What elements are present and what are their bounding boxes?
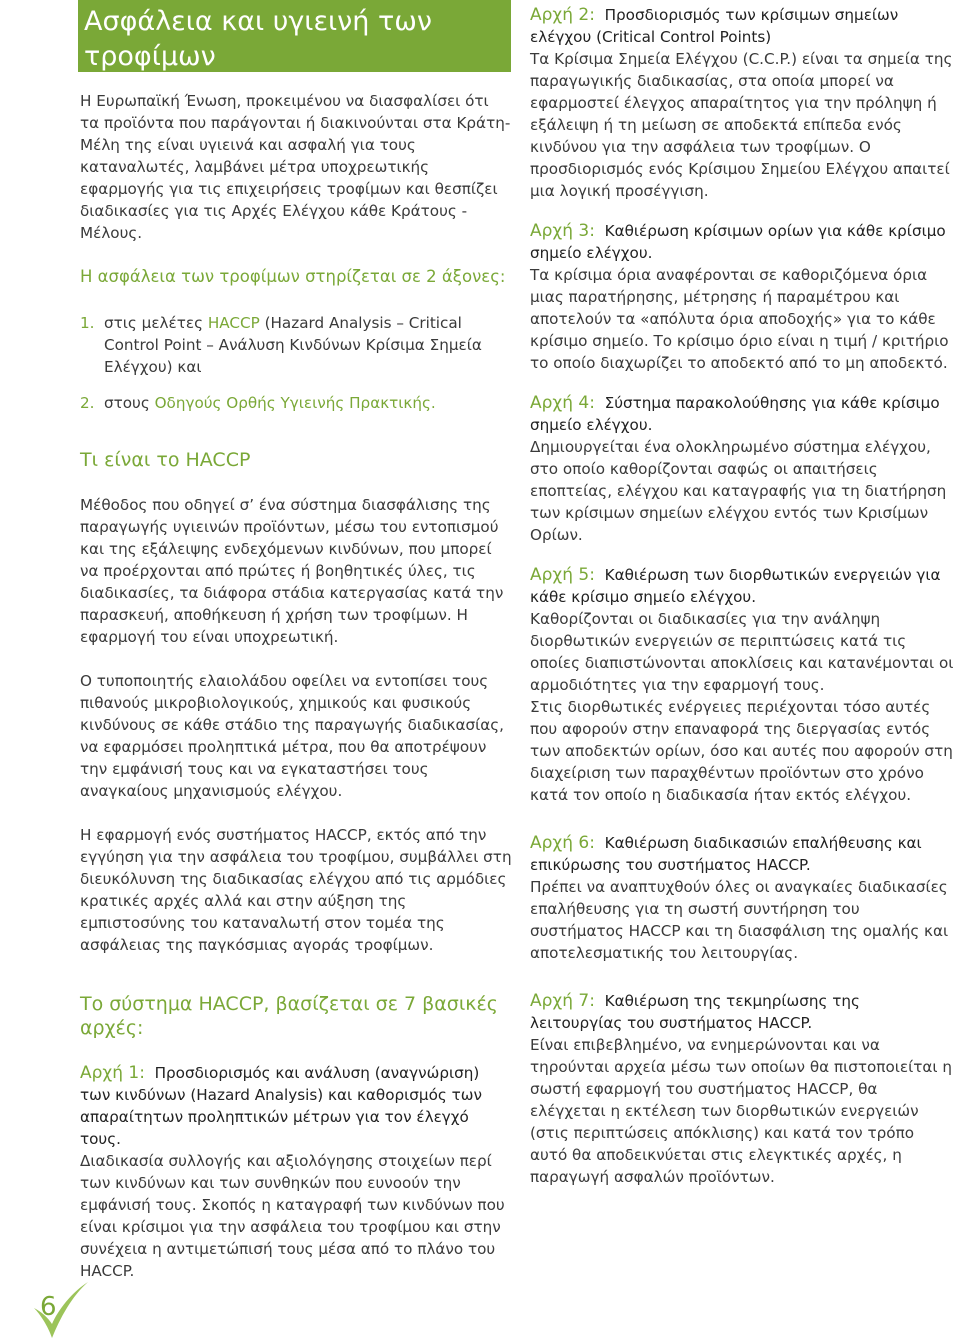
left-column — [80, 90, 512, 1296]
principle-3 — [530, 220, 955, 374]
what-is-haccp-heading: Τι είναι το HACCP — [80, 449, 251, 471]
principle-body: Είναι επιβεβλημένο, να ενημερώνονται και να τηρούνται αρχεία μέσω των οποίων θα πιστοποιείται η σωστή εφαρμογή του συστήματος HACCP, θα ελέγχεται η εκτέλεση των διορθωτικών ενεργειών (στις περιπτώσεις απόκλισης) και κατά τον τρόπο αυτό θα αποδεικνύεται στις ελεγκτικές αρχές, η παραγωγή ασφαλών προϊόντων. — [530, 1036, 952, 1186]
principle-title: Καθιέρωση διαδικασιών επαλήθευσης και επικύρωσης του συστήματος HACCP. — [530, 834, 922, 874]
principle-title: Σύστημα παρακολούθησης για κάθε κρίσιμο σημείο ελέγχου. — [530, 394, 940, 434]
principle-label: Αρχή 5: — [530, 565, 595, 585]
principle-body: Καθορίζονται οι διαδικασίες για την ανάληψη διορθωτικών ενεργειών σε περιπτώσεις κατά τις οποίες διαπιστώνονται αποκλίσεις και κατανέμονται οι αρμοδιότητες για την εφαρμογή τους. — [530, 610, 954, 694]
axis-text: στους Οδηγούς Ορθής Υγιεινής Πρακτικής. — [104, 394, 436, 412]
what-paragraph-1: Μέθοδος που οδηγεί σ’ ένα σύστημα διασφάλισης της παραγωγής υγιεινών προϊόντων, μέσω του εντοπισμού και της εξάλειψης ενδεχόμενων κινδύνων, που μπορεί να προέρχονται από πρώτες ή βοηθητικές ύλες, τις διαδικασίες, τα διάφορα στάδια κατεργασίας κατά την παρασκευή, αποθήκευση ή χρήση των τροφίμων. Η εφαρμογή του είναι υποχρεωτική. — [80, 496, 504, 646]
principle-1 — [80, 1062, 512, 1282]
principle-2 — [530, 4, 955, 202]
axes-heading: Η ασφάλεια των τροφίμων στηρίζεται σε 2 άξονες: — [80, 267, 506, 286]
principle-label: Αρχή 6: — [530, 833, 595, 853]
checkmark-icon — [30, 1278, 90, 1342]
principle-title: Καθιέρωση κρίσιμων ορίων για κάθε κρίσιμο σημείο ελέγχου. — [530, 222, 946, 262]
principle-label: Αρχή 4: — [530, 393, 595, 413]
principle-body-2: Στις διορθωτικές ενέργειες περιέχονται τόσο αυτές που αφορούν στην επαναφορά της διεργασίας εντός των αποδεκτών ορίων, όσο και αυτές που αφορούν στη διαχείριση των παραχθέντων προϊόντων στο χρόνο κατά τον οποίο η διαδικασία ήταν εκτός ελέγχου. — [530, 698, 953, 804]
principle-body: Τα Κρίσιμα Σημεία Ελέγχου (C.C.P.) είναι τα σημεία της παραγωγικής διαδικασίας, στα οποία μπορεί να εφαρμοστεί έλεγχος απαραίτητος για την πρόληψη ή εξάλειψη ή τη μείωση σε αποδεκτά επίπεδα ενός κινδύνου για την ασφάλεια των τροφίμων. Ο προσδιορισμός ενός Κρίσιμου Σημείου Ελέγχου απαιτεί μια λογική προσέγγιση. — [530, 50, 953, 200]
principle-4 — [530, 392, 955, 546]
principle-title: Προσδιορισμός και ανάλυση (αναγνώριση) των κινδύνων (Hazard Analysis) και καθορισμός των απαραίτητων προληπτικών μέτρων για τον έλεγχό τους. — [80, 1064, 482, 1148]
principle-body: Δημιουργείται ένα ολοκληρωμένο σύστημα ελέγχου, στο οποίο καθορίζονται σαφώς οι απαιτήσεις εποπτείας, ελέγχου και καταγραφής για τη διατήρηση των κρίσιμων σημείων ελέγχου εντός των Κρισίμων Ορίων. — [530, 438, 947, 544]
principle-title: Καθιέρωση της τεκμηρίωσης της λειτουργίας του συστήματος HACCP. — [530, 992, 860, 1032]
principle-5 — [530, 564, 955, 806]
axis-item-1 — [80, 312, 512, 378]
list-number: 1. — [80, 314, 95, 332]
principle-6 — [530, 832, 955, 964]
what-paragraph-2: Ο τυποποιητής ελαιολάδου οφείλει να εντοπίσει τους πιθανούς μικροβιολογικούς, χημικούς και φυσικούς κινδύνους σε κάθε στάδιο της παραγωγής διαδικασίας, να εφαρμόσει προληπτικά μέτρα, που θα αποτρέψουν την εμφάνισή τους και να εγκαταστήσει τους αναγκαίους μηχανισμούς ελέγχου. — [80, 672, 504, 800]
principle-label: Αρχή 7: — [530, 991, 595, 1011]
haccp-highlight: HACCP — [207, 314, 260, 332]
guides-highlight: Οδηγούς Ορθής Υγιεινής Πρακτικής. — [154, 394, 436, 412]
axis-text: στις μελέτες HACCP (Hazard Analysis – Critical Control Point – Ανάλυση Κινδύνων Κρίσιμα Σημεία Ελέγχου) και — [104, 314, 482, 376]
principle-label: Αρχή 2: — [530, 5, 595, 25]
what-paragraph-3: Η εφαρμογή ενός συστήματος HACCP, εκτός από την εγγύηση για την ασφάλεια του τροφίμου, συμβάλλει στη διευκόλυνση της διαδικασίας ελέγχου από τις αρμόδιες κρατικές αρχές αλλά και στην αύξηση της εμπιστοσύνης του καταναλωτή στον τομέα της ασφάλειας της παγκόσμιας αγοράς τροφίμων. — [80, 826, 512, 954]
principle-body: Τα κρίσιμα όρια αναφέρονται σε καθοριζόμενα όρια μιας παρατήρησης, μέτρησης ή παραμέτρου και αποτελούν τα «απόλυτα όρια αποδοχής» για το κάθε κρίσιμο σημείο. Το κρίσιμο όριο είναι η τιμή / κριτήριο το οποίο διαχωρίζει το αποδεκτό από το μη αποδεκτό. — [530, 266, 949, 372]
principle-label: Αρχή 3: — [530, 221, 595, 241]
list-number: 2. — [80, 394, 95, 412]
principles-heading: Το σύστημα HACCP, βασίζεται σε 7 βασικές αρχές: — [80, 993, 498, 1039]
principle-body: Διαδικασία συλλογής και αξιολόγησης στοιχείων περί των κινδύνων και των συνθηκών που ευνοούν την εμφάνισή τους. Σκοπός η καταγραφή των κινδύνων που είναι κρίσιμοι για την ασφάλεια του τροφίμου και στην συνέχεια η αντιμετώπισή τους μέσα από το πλάνο του HACCP. — [80, 1152, 505, 1280]
page-title: Ασφάλεια και υγιεινή των τροφίμων — [78, 0, 511, 72]
principle-title: Προσδιορισμός των κρίσιμων σημείων ελέγχου (Critical Control Points) — [530, 6, 899, 46]
axis-item-2 — [80, 392, 512, 414]
intro-paragraph: Η Ευρωπαϊκή Ένωση, προκειμένου να διασφαλίσει ότι τα προϊόντα που παράγονται ή διακινούνται στα Κράτη-Μέλη της είναι υγιεινά και ασφαλή για τους καταναλωτές, λαμβάνει μέτρα υποχρεωτικής εφαρμογής για τις επιχειρήσεις τροφίμων και θεσπίζει διαδικασίες για τις Αρχές Ελέγχου κάθε Κράτους - Μέλους. — [80, 92, 511, 242]
principle-label: Αρχή 1: — [80, 1063, 145, 1083]
principle-7 — [530, 990, 955, 1188]
right-column — [530, 4, 955, 1206]
principle-title: Καθιέρωση των διορθωτικών ενεργειών για κάθε κρίσιμο σημείο ελέγχου. — [530, 566, 941, 606]
principle-body: Πρέπει να αναπτυχθούν όλες οι αναγκαίες διαδικασίες επαλήθευσης για τη σωστή συντήρηση του συστήματος HACCP και τη διασφάλιση της ομαλής και αποτελεσματικής του λειτουργίας. — [530, 878, 949, 962]
page-number: 6 — [40, 1292, 57, 1322]
